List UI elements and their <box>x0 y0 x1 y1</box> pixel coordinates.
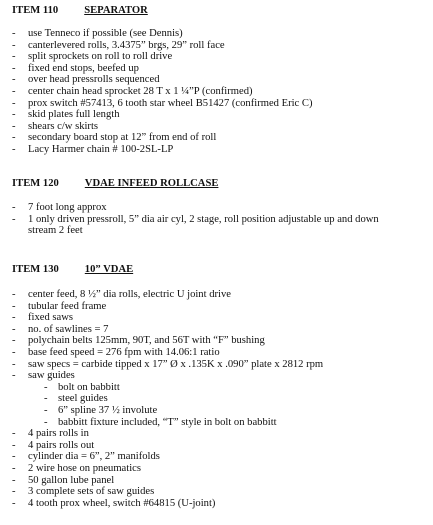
section-number: ITEM 120 <box>12 178 59 189</box>
list-item: - tubular feed frame <box>12 301 427 313</box>
list-item: - 1 only driven pressroll, 5” dia air cyl, 2 stage, roll position adjustable up and down stream 2 feet <box>12 214 408 237</box>
list-item: - 7 foot long approx <box>12 202 427 214</box>
section-heading-120 <box>12 178 218 189</box>
list-item: - Lacy Harmer chain # 100-2SL-LP <box>12 144 427 156</box>
saw-guides-sublist <box>28 382 427 428</box>
list-item: - saw specs = carbide tipped x 17” Ø x .135K x .090” plate x 2812 rpm <box>12 359 427 371</box>
sub-list-item: - steel guides <box>28 393 427 405</box>
sub-list-item: - bolt on babbitt <box>28 382 427 394</box>
list-item <box>12 370 427 428</box>
item-120-list <box>12 202 427 237</box>
list-item: - secondary board stop at 12” from end of roll <box>12 132 427 144</box>
section-title: SEPARATOR <box>84 5 148 16</box>
list-item: - 3 complete sets of saw guides <box>12 486 427 498</box>
list-item: - canterlevered rolls, 3.4375” brgs, 29” roll face <box>12 40 427 52</box>
item-130-list <box>12 289 427 509</box>
list-item: - fixed saws <box>12 312 427 324</box>
list-item: - center feed, 8 ½” dia rolls, electric U joint drive <box>12 289 427 301</box>
section-heading-130 <box>12 264 133 275</box>
section-number: ITEM 130 <box>12 264 59 275</box>
section-heading-110 <box>12 5 148 16</box>
list-item: - 4 tooth prox wheel, switch #64815 (U-joint) <box>12 498 427 510</box>
sub-list-item: - babbitt fixture included, “T” style in bolt on babbitt <box>28 417 427 429</box>
list-item: - skid plates full length <box>12 109 427 121</box>
section-title: 10” VDAE <box>84 264 134 275</box>
list-item: - shears c/w skirts <box>12 121 427 133</box>
list-item: - 2 wire hose on pneumatics <box>12 463 427 475</box>
list-item: - 4 pairs rolls out <box>12 440 427 452</box>
list-item: - prox switch #57413, 6 tooth star wheel B51427 (confirmed Eric C) <box>12 98 427 110</box>
item-110-list <box>12 28 427 156</box>
list-item: - 4 pairs rolls in <box>12 428 427 440</box>
list-item: - fixed end stops, beefed up <box>12 63 427 75</box>
list-item: - use Tenneco if possible (see Dennis) <box>12 28 427 40</box>
section-title: VDAE INFEED ROLLCASE <box>84 178 219 189</box>
list-item: - polychain belts 125mm, 90T, and 56T with “F” bushing <box>12 335 427 347</box>
list-item: - no. of sawlines = 7 <box>12 324 427 336</box>
sub-list-item: - 6” spline 37 ½ involute <box>28 405 427 417</box>
section-number: ITEM 110 <box>12 5 59 16</box>
list-item: - split sprockets on roll to roll drive <box>12 51 427 63</box>
list-item: - cylinder dia = 6”, 2” manifolds <box>12 451 427 463</box>
list-item-label: saw guides <box>28 370 75 382</box>
list-item: - center chain head sprocket 28 T x 1 ¼”P (confirmed) <box>12 86 427 98</box>
list-item: - 50 gallon lube panel <box>12 475 427 487</box>
list-item: - over head pressrolls sequenced <box>12 74 427 86</box>
list-item: - base feed speed = 276 fpm with 14.06:1 ratio <box>12 347 427 359</box>
